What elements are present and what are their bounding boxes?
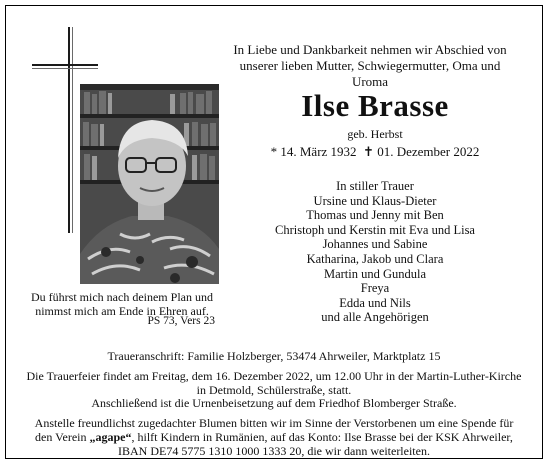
intro-line-2: unserer lieben Mutter, Schwiegermutter, Oma und Uroma [239,58,501,89]
verse-reference: PS 73, Vers 23 [147,315,215,327]
mourners-list [240,179,510,325]
cross-vertical-line [68,27,70,233]
verse-line-2: nimmst mich am Ende in Ehren auf. [35,304,209,318]
mourner-line: Katharina, Jakob und Clara [306,251,444,266]
portrait-photo [80,84,219,284]
mourner-line: Edda und Nils [339,295,411,310]
death-cross-icon: ✝ [363,144,374,159]
cross-horizontal-shadow-line [32,68,98,69]
burial-line: Anschließend ist die Urnenbeisetzung auf dem Friedhof Blomberger Straße. [91,396,457,411]
intro-text [220,42,520,90]
mourner-line: Johannes und Sabine [322,237,428,252]
donation-suffix: , hilft Kindern in Rumänien, auf das Konto: Ilse Brasse bei der KSK Ahrweiler, [131,429,513,444]
donation-prefix: den Verein [35,429,90,444]
mourner-line: Ursine und Klaus-Dieter [313,193,437,208]
birth-name: geb. Herbst [347,127,403,141]
mourner-line: Freya [360,281,390,296]
donation-line-2 [14,431,534,445]
mourning-address: Traueranschrift: Familie Holzberger, 53474 Ahrweiler, Marktplatz 15 [107,349,441,363]
birth-date: * 14. März 1932 [270,144,357,159]
life-dates [240,143,510,161]
service-line-2: in Detmold, Schülerstraße, statt. [196,382,352,397]
mourner-line: Martin und Gundula [323,266,427,281]
funeral-details [14,350,534,459]
charity-name: „agape“ [89,429,132,444]
mourner-line: Thomas und Jenny mit Ben [306,208,444,223]
cross-horizontal-line [32,64,98,66]
mourners-heading: In stiller Trauer [336,179,414,193]
service-line-1: Die Trauerfeier findet am Freitag, dem 16. Dezember 2022, um 12.00 Uhr in der Martin-Luther-Kirche [26,368,522,383]
donation-line-1: Anstelle freundlichst zugedachter Blumen bitten wir im Sinne der Verstorbenen um eine Spende für [34,416,514,431]
verse-line-1: Du führst mich nach deinem Plan und [31,290,213,304]
cross-vertical-shadow-line [72,27,73,233]
donation-line-3: IBAN DE74 5775 1310 1000 1333 20, die wir dann weiterleiten. [118,443,430,458]
deceased-name: Ilse Brasse [301,88,449,123]
mourner-line: und alle Angehörigen [321,310,429,325]
death-date: 01. Dezember 2022 [377,144,480,159]
intro-line-1: In Liebe und Dankbarkeit nehmen wir Abschied von [233,42,507,57]
mourner-line: Christoph und Kerstin mit Eva und Lisa [275,222,475,237]
